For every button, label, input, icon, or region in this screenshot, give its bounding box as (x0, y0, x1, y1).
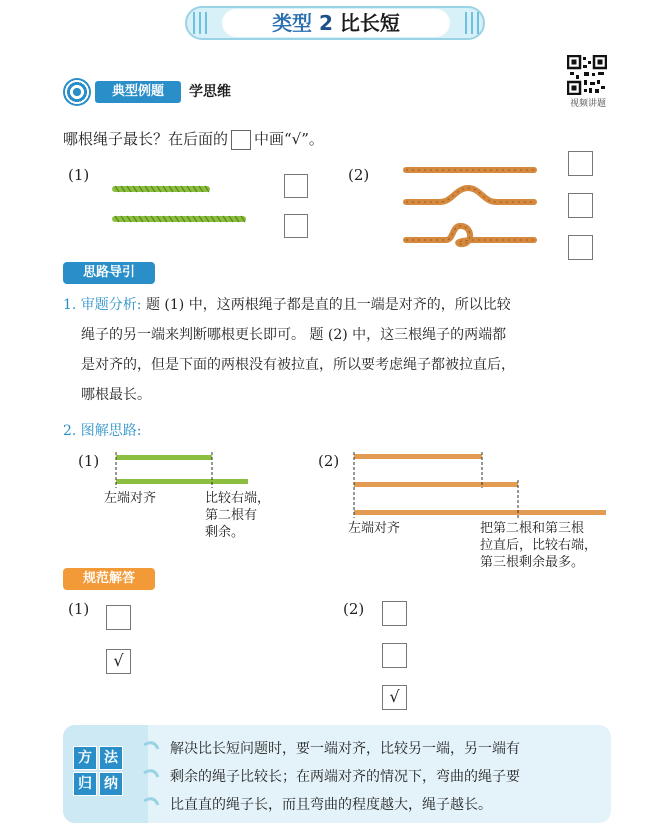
summary-title-grid (72, 745, 132, 797)
answer-box-2c[interactable] (568, 235, 593, 260)
example-subtitle: 学思维 (189, 84, 231, 100)
diagram-1-right-note: 比较右端， 第二根有 剩余。 (205, 491, 271, 540)
guide-item1-label: 1. 审题分析: (63, 297, 142, 313)
example-tag: 典型例题 (95, 81, 181, 103)
summary-char-2: 法 (99, 746, 123, 770)
qr-caption: 视频讲题 (569, 99, 606, 109)
diagram-1-left-note: 左端对齐 (104, 491, 157, 506)
qr-code-icon[interactable] (567, 55, 607, 95)
question-text (63, 128, 324, 150)
question-after: 中画“√”。 (254, 130, 324, 148)
summary-line-1: 解决比长短问题时，要一端对齐，比较另一端，另一端有 (170, 741, 520, 757)
answer-box-1a[interactable] (284, 174, 308, 198)
diagram-1 (114, 450, 254, 490)
title-num: 2 (319, 11, 333, 35)
header-left-stripes (190, 10, 222, 36)
answer-box-2b[interactable] (568, 193, 593, 218)
title-type: 类型 (272, 11, 313, 35)
summary-line-3: 比直直的绳子长，而且弯曲的程度越大，绳子越长。 (170, 797, 492, 813)
answer-2-box-checked: √ (382, 685, 407, 710)
rope-1-long (112, 214, 248, 224)
summary-char-1: 方 (73, 746, 97, 770)
guide-tag: 思路导引 (63, 262, 155, 284)
problem-1-label: (1) (68, 166, 90, 184)
summary-char-4: 纳 (99, 772, 123, 796)
question-box-icon (231, 130, 251, 150)
guide-line-4: 哪根最长。 (81, 387, 151, 403)
ropes-2 (400, 156, 540, 260)
answer-1-box-checked: √ (106, 649, 131, 674)
problem-2-label: (2) (348, 166, 370, 184)
answer-box-2a[interactable] (568, 151, 593, 176)
guide-item-1 (63, 290, 623, 410)
answer-2-box-top (382, 601, 407, 626)
summary-text (170, 735, 610, 819)
rope-1-short (112, 184, 212, 194)
title-zh: 比长短 (339, 11, 400, 35)
diagram-2-left-note: 左端对齐 (348, 521, 401, 536)
diagram-2-right-note: 把第二根和第三根 拉直后，比较右端， 第三根剩余最多。 (480, 521, 598, 570)
answer-1-label: (1) (68, 600, 90, 618)
answer-2-label: (2) (343, 600, 365, 618)
diagram-1-label: (1) (78, 452, 100, 470)
page-title (222, 9, 450, 37)
summary-line-2: 剩余的绳子比较长；在两端对齐的情况下，弯曲的绳子要 (170, 769, 520, 785)
answer-1-box-top (106, 605, 131, 630)
target-icon (63, 78, 91, 106)
guide-line-3: 是对齐的，但是下面的两根没有被拉直，所以要考虑绳子都被拉直后， (81, 357, 515, 373)
summary-char-3: 归 (73, 772, 97, 796)
guide-line-1: 1. 审题分析: 题 (1) 中，这两根绳子都是直的且一端是对齐的，所以比较 (63, 297, 511, 313)
guide-item2-label: 2. 图解思路: (63, 423, 142, 439)
binding-rings (140, 735, 162, 819)
diagram-2-label: (2) (318, 452, 340, 470)
guide-line-2: 绳子的另一端来判断哪根更长即可。 题 (2) 中，这三根绳子的两端都 (81, 327, 507, 343)
header-right-stripes (452, 10, 484, 36)
answer-2-box-middle (382, 643, 407, 668)
answer-tag: 规范解答 (63, 568, 155, 590)
answer-box-1b[interactable] (284, 214, 308, 238)
question-before: 哪根绳子最长？在后面的 (63, 130, 229, 148)
diagram-2 (352, 450, 612, 520)
